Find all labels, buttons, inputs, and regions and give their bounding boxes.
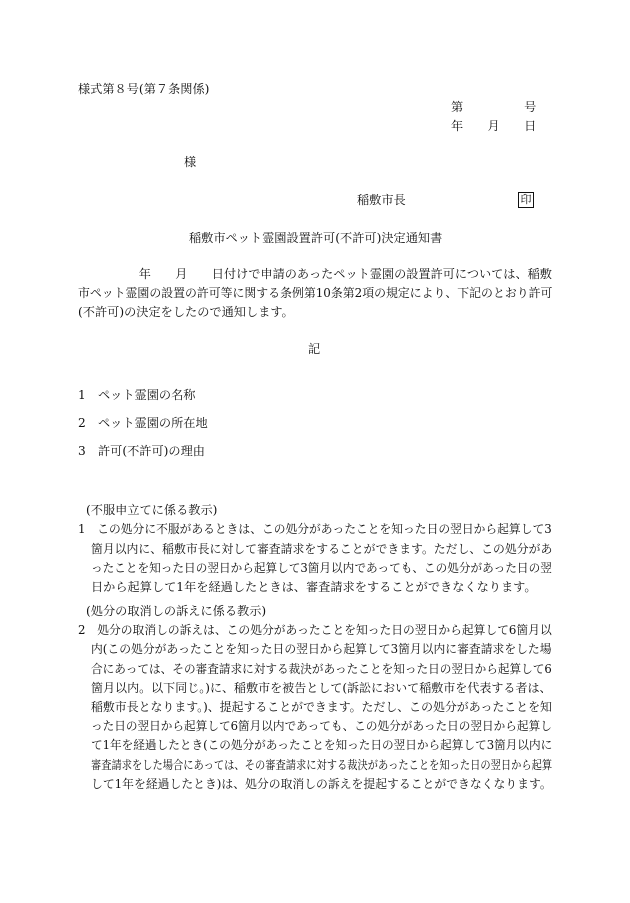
notice2-line: った日の翌日から起算して6箇月以内であっても、この処分があった日の翌日から起算し bbox=[91, 719, 552, 733]
notice2-heading: (処分の取消しの訴えに係る教示) bbox=[86, 604, 267, 618]
addressee-suffix: 様 bbox=[184, 155, 197, 169]
item-reason: 3 許可(不許可)の理由 bbox=[78, 444, 205, 458]
notice2-line: して1年を経過したとき)は、処分の取消しの訴えを提起することができなくなります。 bbox=[91, 777, 552, 791]
body-line: (不許可)の決定をしたので通知します。 bbox=[78, 305, 294, 319]
notice2-line: て1年を経過したとき(この処分があったことを知った日の翌日から起算して3箇月以内に bbox=[91, 738, 553, 752]
notice2-line: 2 処分の取消しの訴えは、この処分があったことを知った日の翌日から起算して6箇月以 bbox=[78, 623, 552, 637]
notice2-line: 稲敷市長となります。)、提起することができます。ただし、この処分があったことを知 bbox=[91, 700, 552, 714]
notice1-line: 箇月以内に、稲敷市長に対して審査請求をすることができます。ただし、この処分があ bbox=[91, 542, 553, 556]
document-title: 稲敷市ペット霊園設置許可(不許可)決定通知書 bbox=[189, 231, 443, 245]
seal-box: 印 bbox=[518, 192, 534, 208]
document-number-line: 第 号 bbox=[451, 100, 537, 114]
document-date-line: 年 月 日 bbox=[451, 119, 537, 133]
item-location: 2 ペット霊園の所在地 bbox=[78, 416, 208, 430]
notice1-line: 1 この処分に不服があるときは、この処分があったことを知った日の翌日から起算して3 bbox=[78, 522, 552, 536]
notice1-line: ったことを知った日の翌日から起算して3箇月以内であっても、この処分があった日の翌 bbox=[91, 561, 552, 575]
issuer-name: 稲敷市長 bbox=[357, 193, 406, 207]
notice2-line: 内(この処分があったことを知った日の翌日から起算して3箇月以内に審査請求をした場 bbox=[91, 642, 552, 656]
ki-heading: 記 bbox=[308, 342, 321, 356]
notice2-line: 審査請求をした場合にあっては、その審査請求に対する裁決があったことを知った日の翌日から起算 bbox=[91, 758, 553, 772]
form-label: 様式第８号(第７条関係) bbox=[78, 82, 210, 96]
body-line: 市ペット霊園の設置の許可等に関する条例第10条第2項の規定により、下記のとおり許可 bbox=[78, 286, 553, 300]
notice1-heading: (不服申立てに係る教示) bbox=[86, 503, 218, 517]
item-name: 1 ペット霊園の名称 bbox=[78, 388, 196, 402]
notice2-line: 合にあっては、その審査請求に対する裁決があったことを知った日の翌日から起算して6 bbox=[91, 662, 552, 676]
body-line: 年 月 日付けで申請のあったペット霊園の設置許可については、稲敷 bbox=[78, 267, 552, 281]
notice1-line: 日から起算して1年を経過したときは、審査請求をすることができなくなります。 bbox=[91, 580, 537, 594]
notice2-line: 箇月以内。以下同じ。)に、稲敷市を被告として(訴訟において稲敷市を代表する者は、 bbox=[91, 681, 552, 695]
